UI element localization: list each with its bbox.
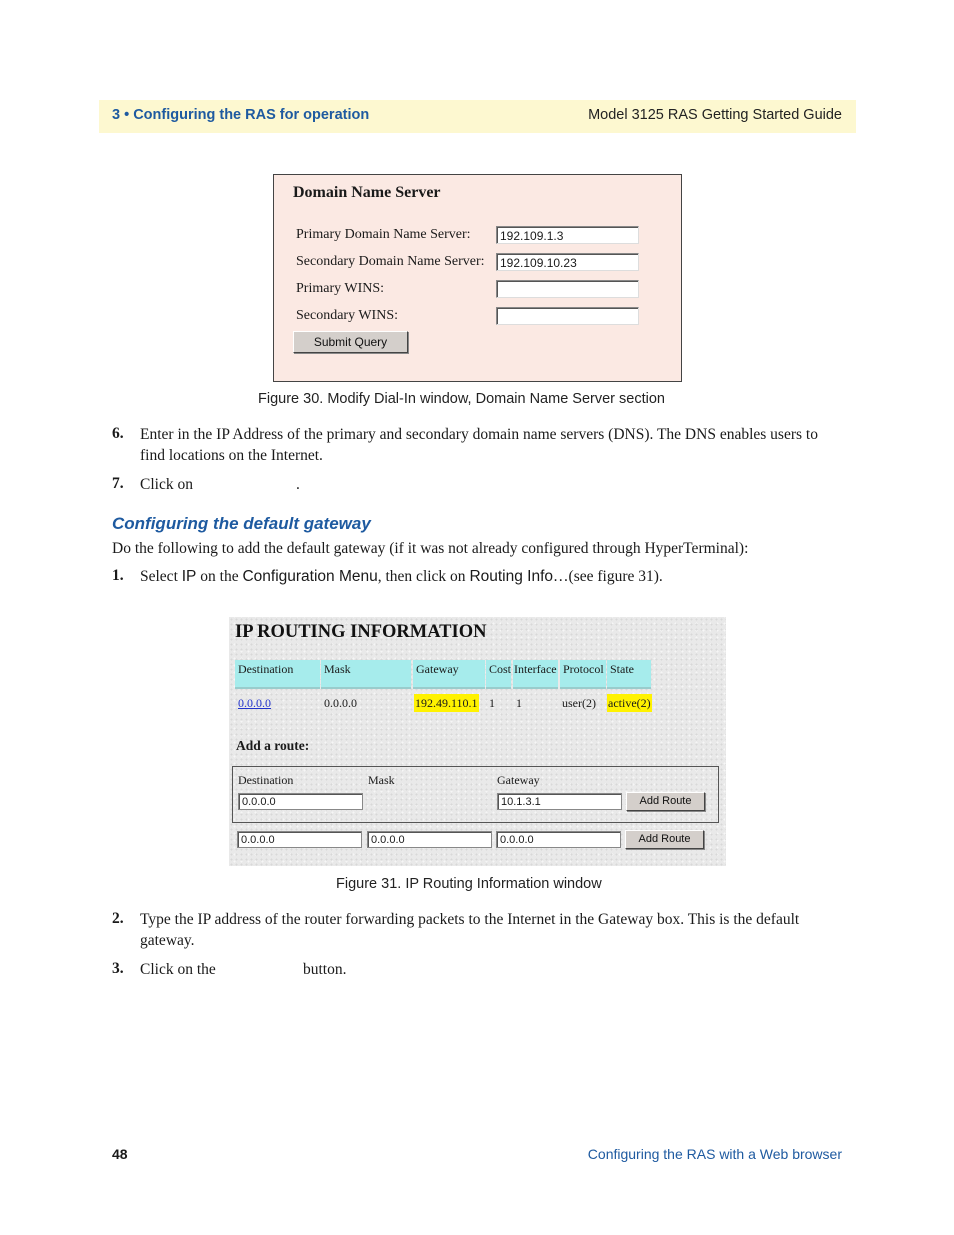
route-state: active(2) <box>608 696 651 710</box>
running-header <box>99 100 856 133</box>
secondary-wins-field[interactable] <box>496 307 639 325</box>
step-number: 7. <box>112 475 124 492</box>
step-text: Select IP on the Configuration Menu, then click on Routing Info…(see figure 31). <box>140 568 663 585</box>
add-route-form <box>232 766 719 823</box>
section-intro: Do the following to add the default gateway (if it was not already configured through HyperTerminal): <box>112 540 749 557</box>
col-cost: Cost <box>486 660 511 687</box>
destination-input[interactable]: 0.0.0.0 <box>237 831 362 848</box>
step-number: 1. <box>112 567 124 584</box>
route-cost: 1 <box>489 696 495 710</box>
secondary-dns-field[interactable]: 192.109.10.23 <box>496 253 639 271</box>
primary-wins-field[interactable] <box>496 280 639 298</box>
destination-input[interactable]: 0.0.0.0 <box>238 793 363 810</box>
col-interface: Interface <box>513 660 558 687</box>
step-text: Type the IP address of the router forwarding packets to the Internet in the Gateway box. This is the default gateway. <box>140 911 800 949</box>
step-text: Enter in the IP Address of the primary and secondary domain name servers (DNS). The DNS enables users to find locations on the Internet. <box>140 426 818 464</box>
guide-title: Model 3125 RAS Getting Started Guide <box>588 107 842 123</box>
gateway-input[interactable]: 0.0.0.0 <box>496 831 621 848</box>
chapter-title: 3 • Configuring the RAS for operation <box>112 107 370 123</box>
ip-routing-window <box>229 617 726 866</box>
gateway-input[interactable]: 10.1.3.1 <box>497 793 622 810</box>
footer-section-title: Configuring the RAS with a Web browser <box>587 1146 842 1162</box>
figure30-caption: Figure 30. Modify Dial-In window, Domain Name Server section <box>258 391 665 407</box>
mask-label: Mask <box>368 773 395 787</box>
step-text-tail: button. <box>303 961 347 978</box>
add-route-button[interactable]: Add Route <box>626 792 705 811</box>
col-state: State <box>607 660 651 687</box>
col-gateway: Gateway <box>413 660 485 687</box>
primary-wins-label: Primary WINS: <box>296 281 385 296</box>
section-heading: Configuring the default gateway <box>112 514 371 533</box>
dns-panel <box>273 174 682 382</box>
col-destination: Destination <box>235 660 320 687</box>
primary-dns-label: Primary Domain Name Server: <box>296 227 471 242</box>
route-interface: 1 <box>516 696 522 710</box>
primary-dns-field[interactable]: 192.109.1.3 <box>496 226 639 244</box>
step-number: 3. <box>112 960 124 977</box>
secondary-wins-label: Secondary WINS: <box>296 308 398 323</box>
route-gateway: 192.49.110.1 <box>415 696 478 710</box>
submit-query-button[interactable]: Submit Query <box>293 331 408 353</box>
dns-panel-title: Domain Name Server <box>293 184 441 201</box>
figure31-caption: Figure 31. IP Routing Information window <box>336 876 602 892</box>
secondary-dns-label: Secondary Domain Name Server: <box>296 254 485 269</box>
add-route-title: Add a route: <box>236 738 310 753</box>
step-text-tail: . <box>296 476 300 493</box>
step-text: Click on <box>140 476 193 493</box>
page-number: 48 <box>112 1146 128 1162</box>
add-route-button[interactable]: Add Route <box>625 830 704 849</box>
step-number: 6. <box>112 425 124 442</box>
route-mask: 0.0.0.0 <box>324 696 357 710</box>
gateway-label: Gateway <box>497 773 540 787</box>
col-protocol: Protocol <box>560 660 606 687</box>
step-number: 2. <box>112 910 124 927</box>
col-mask: Mask <box>321 660 411 687</box>
step-text: Click on the <box>140 961 216 978</box>
destination-label: Destination <box>238 773 294 787</box>
route-protocol: user(2) <box>562 696 596 710</box>
mask-input[interactable]: 0.0.0.0 <box>367 831 492 848</box>
ip-routing-title: IP ROUTING INFORMATION <box>235 622 487 642</box>
route-destination-link[interactable]: 0.0.0.0 <box>238 696 271 710</box>
